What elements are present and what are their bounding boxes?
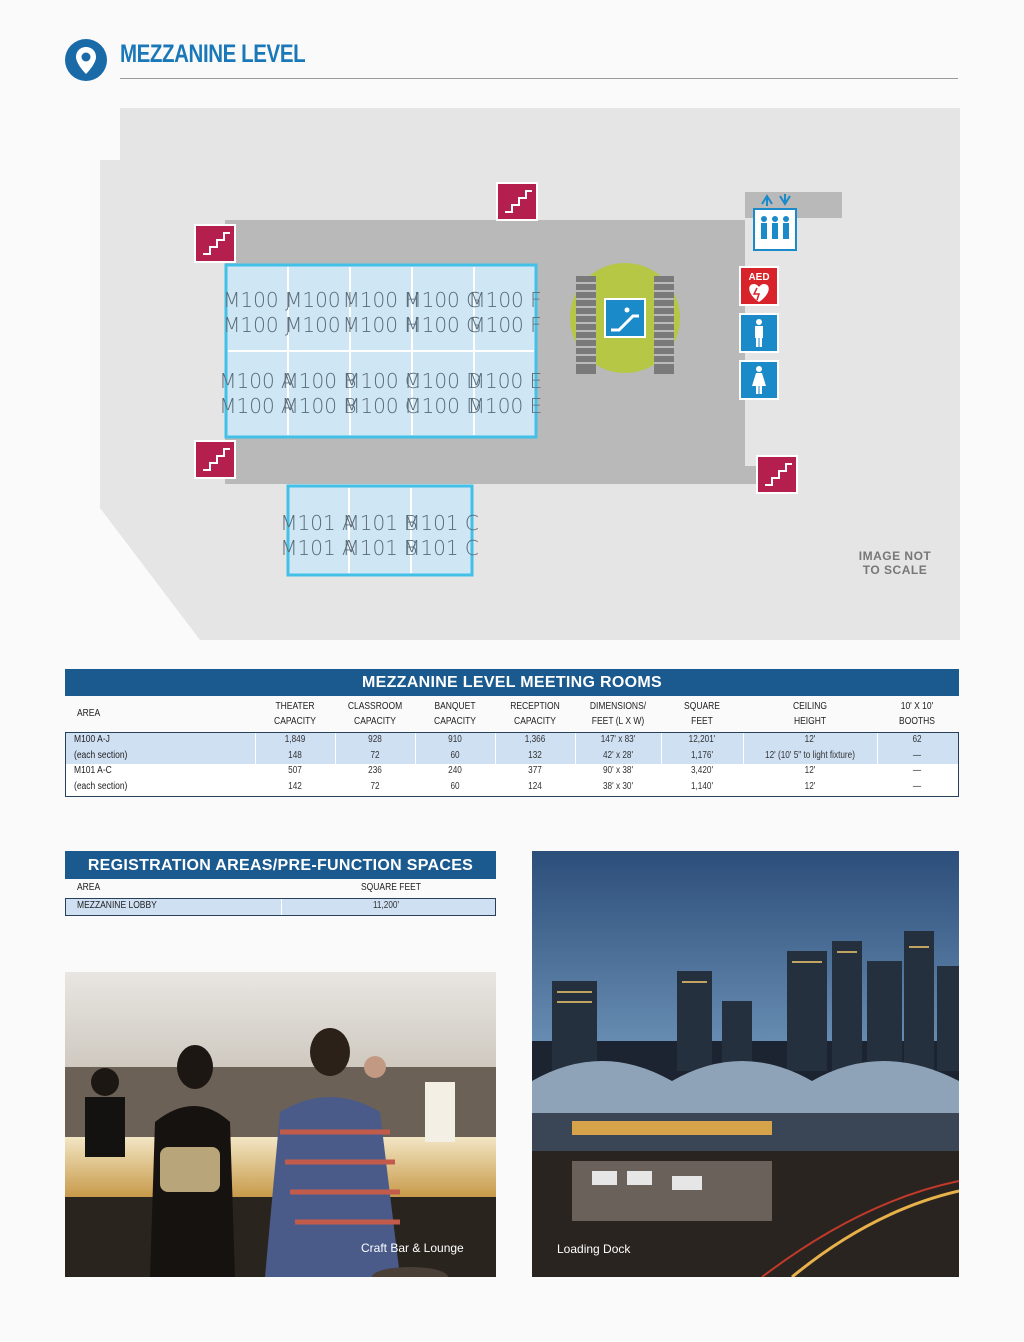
room-label: M101 C [403,511,479,535]
room-label: M100 C [343,369,419,393]
table-cell-dimensions: 38' x 30' [602,780,634,792]
room-label: M100 E [467,394,543,418]
page-title-part2: LEVEL [241,40,306,68]
table-cell-reception: 132 [528,749,542,761]
table-cell-ceiling: 12' [804,780,816,792]
table-cell-theater: 142 [288,780,302,792]
location-pin-icon [64,38,108,82]
page-title-part1: MEZZANINE [120,40,236,68]
table-cell-classroom: 928 [368,734,382,745]
stairs-icon [195,225,235,262]
room-label: M100 I [285,288,353,312]
header-rule [120,78,958,79]
page-title [120,40,305,69]
meeting-rooms-title: MEZZANINE LEVEL MEETING ROOMS [65,669,959,696]
registration-table-row [65,898,496,916]
col-header-reception: RECEPTION CAPACITY [510,701,560,727]
room-label: M100 F [468,313,542,337]
photo-craft-bar-lounge [65,972,496,1277]
floor-map [100,108,960,640]
room-label: M100 D [404,369,482,393]
table-cell-square: 1,176' [690,749,714,761]
reg-col-sqft: SQUARE FEET [361,882,421,893]
stairs-icon [757,456,797,493]
col-header-classroom: CLASSROOM CAPACITY [347,701,403,727]
restroom-women-icon [740,361,778,399]
room-label: M101 C [403,536,479,560]
stairs-icon [497,183,537,220]
room-label: M100 J [223,313,291,337]
photo-loading-dock [532,851,959,1277]
room-label: M100 H [342,313,420,337]
table-cell-theater: 148 [288,749,302,761]
room-label: M100 G [404,288,482,312]
table-cell-reception: 124 [528,780,542,792]
room-label: M100 B [281,394,357,418]
table-cell-ceiling: 12' [804,765,816,776]
table-cell-dimensions: 42' x 28' [602,749,634,761]
table-cell-ceiling: 12' [804,734,816,745]
table-cell-ceiling: 12' (10' 5" to light fixture) [765,749,855,761]
room-label: M101 B [342,536,418,560]
meeting-rooms-table [65,732,959,797]
table-cell-booths: — [912,765,922,776]
table-cell-booths: — [912,749,922,761]
table-cell-dimensions: 90' x 38' [602,765,634,776]
col-header-dimensions: DIMENSIONS/ FEET (L X W) [589,701,647,727]
table-cell-classroom: 72 [370,749,380,761]
room-label: M100 C [343,394,419,418]
scale-note-line2: TO SCALE [862,563,928,577]
col-header-ceiling: CEILING HEIGHT [792,701,827,727]
table-cell-area: M101 A-C [74,765,112,776]
table-cell-banquet: 60 [450,749,460,761]
photo-caption-right: Loading Dock [557,1242,631,1256]
table-cell-banquet: 240 [448,765,462,776]
room-label: M101 A [280,536,356,560]
col-header-booths: 10' X 10' BOOTHS [899,701,935,727]
reg-row-area: MEZZANINE LOBBY [77,900,157,911]
restroom-men-icon [740,314,778,352]
col-header-theater: THEATER CAPACITY [274,701,316,727]
table-cell-square: 1,140' [690,780,714,792]
table-cell-theater: 1,849 [284,734,306,745]
stairs-icon [195,441,235,478]
escalator-icon [605,299,645,337]
table-cell-area: M100 A-J [74,734,110,745]
table-cell-area: (each section) [74,749,128,761]
table-cell-booths: 62 [912,734,922,745]
room-label: M101 A [280,511,356,535]
table-cell-dimensions: 147' x 83' [600,734,636,745]
table-cell-banquet: 60 [450,780,460,792]
room-label: M100 H [342,288,420,312]
table-cell-area: (each section) [74,780,128,792]
table-cell-square: 12,201' [688,734,716,745]
room-label: M100 A [219,394,295,418]
table-cell-classroom: 236 [368,765,382,776]
room-label: M100 F [468,288,542,312]
room-label: M100 I [285,313,353,337]
room-label: M100 J [223,288,291,312]
col-header-area: AREA [77,708,101,719]
photo-caption-left: Craft Bar & Lounge [361,1241,464,1255]
room-label: M100 E [467,369,543,393]
table-cell-reception: 377 [528,765,542,776]
table-cell-booths: — [912,780,922,792]
room-label: M100 D [404,394,482,418]
aed-label: AED [748,272,770,283]
registration-title: REGISTRATION AREAS/PRE-FUNCTION SPACES [65,851,496,879]
reg-row-sqft: 11,200' [372,900,400,911]
table-cell-square: 3,420' [690,765,714,776]
aed-icon [740,267,778,305]
table-cell-banquet: 910 [448,734,462,745]
room-label: M101 B [342,511,418,535]
escalator-area [570,263,680,374]
col-header-square: SQUARE FEET [684,701,720,727]
scale-note-line1: IMAGE NOT [858,549,932,563]
col-header-banquet: BANQUET CAPACITY [434,701,476,727]
table-cell-theater: 507 [288,765,302,776]
room-label: M100 B [281,369,357,393]
reg-col-area: AREA [77,882,101,893]
table-cell-classroom: 72 [370,780,380,792]
table-cell-reception: 1,366 [524,734,546,745]
room-label: M100 A [219,369,295,393]
room-label: M100 G [404,313,482,337]
